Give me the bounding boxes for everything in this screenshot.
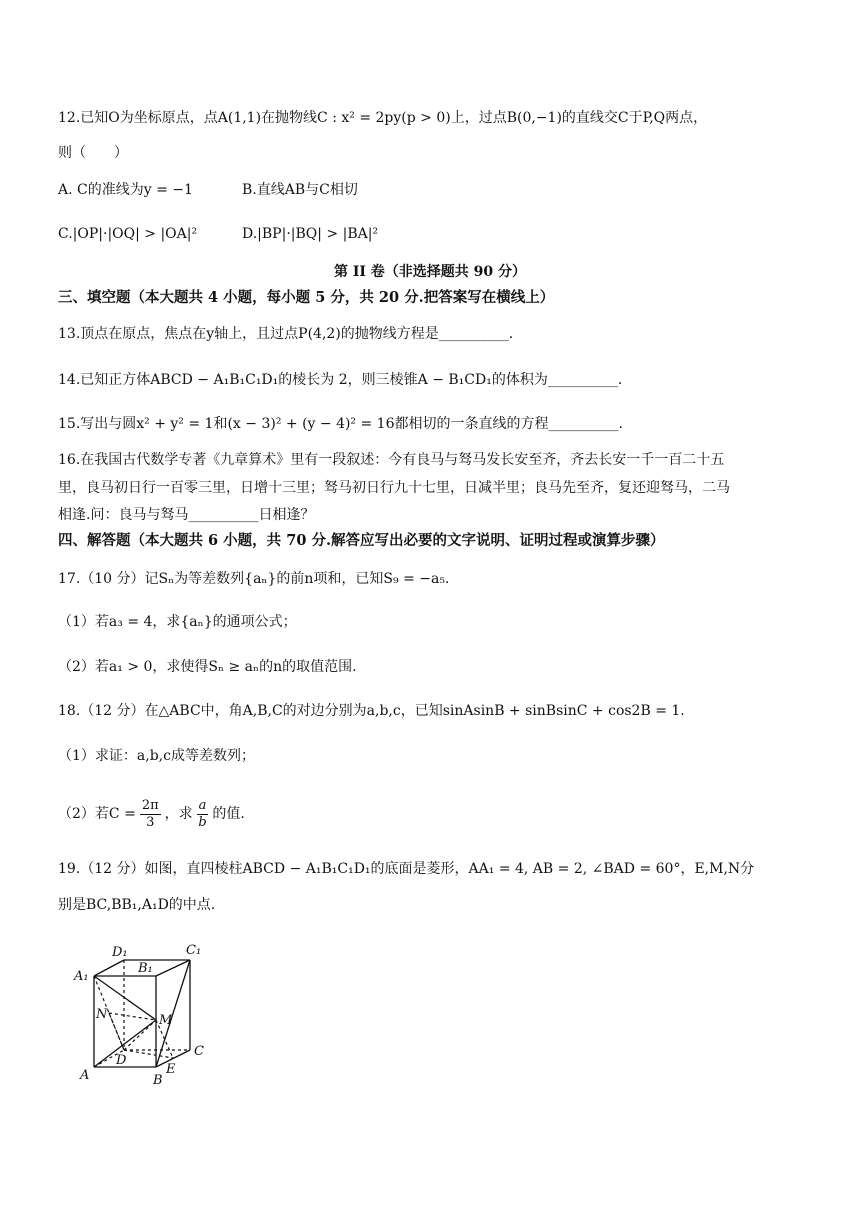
fraction-a-over-b: [197, 798, 209, 831]
q18-part2-prefix: （2）若C =: [58, 806, 136, 822]
prism-figure: [60, 940, 220, 1110]
fraction-numerator: 2π: [141, 797, 159, 813]
label-b: B: [153, 1073, 163, 1088]
label-d: D: [116, 1053, 127, 1068]
section3-title: 三、填空题（本大题共 4 小题，每小题 5 分，共 20 分.把答案写在横线上）: [58, 289, 555, 306]
q13: 13.顶点在原点，焦点在y轴上，且过点P(4,2)的抛物线方程是__________.: [58, 326, 514, 342]
label-b1: B₁: [138, 961, 153, 976]
label-n: N: [96, 1007, 108, 1022]
section4-title: 四、解答题（本大题共 6 小题，共 70 分.解答应写出必要的文字说明、证明过程或演算步骤）: [58, 532, 665, 549]
q12-option-d: D.|BP|·|BQ| > |BA|²: [242, 226, 379, 242]
q16-line3: 相逢.问：良马与驽马__________日相逢？: [58, 507, 315, 523]
part2-title: 第 II 卷（非选择题共 90 分）: [333, 264, 527, 280]
label-d1: D₁: [112, 945, 128, 960]
q18-stem: 18.（12 分）在△ABC中，角A,B,C的对边分别为a,b,c，已知sinAsinB + sinBsinC + cos2B = 1.: [58, 703, 685, 719]
q14: 14.已知正方体ABCD − A₁B₁C₁D₁的棱长为 2，则三棱锥A − B₁CD₁的体积为__________.: [58, 372, 623, 388]
q17-part1: （1）若a₃ = 4，求{aₙ}的通项公式；: [58, 614, 297, 630]
label-a1: A₁: [74, 969, 89, 984]
q12-option-c: C.|OP|·|OQ| > |OA|²: [58, 226, 198, 242]
label-m: M: [159, 1013, 173, 1028]
q19-stem-line1: 19.（12 分）如图，直四棱柱ABCD − A₁B₁C₁D₁的底面是菱形，AA₁ = 4, AB = 2, ∠BAD = 60°，E,M,N分: [58, 861, 755, 877]
fraction-denominator: 3: [146, 814, 155, 830]
q12-option-b: B.直线AB与C相切: [242, 182, 358, 198]
label-c1: C₁: [186, 943, 202, 958]
q17-stem: 17.（10 分）记Sₙ为等差数列{aₙ}的前n项和，已知S₉ = −a₅.: [58, 571, 450, 587]
q18-part2-mid: ，求: [164, 806, 193, 822]
q12-stem-line1: 12.已知O为坐标原点，点A(1,1)在抛物线C : x² = 2py(p > 0)上，过点B(0,−1)的直线交C于P,Q两点，: [58, 110, 708, 126]
label-c: C: [194, 1044, 204, 1059]
q16-line1: 16.在我国古代数学专著《九章算术》里有一段叙述：今有良马与驽马发长安至齐，齐去长安一千一百二十五: [58, 452, 725, 468]
q18-part2-suffix: 的值.: [212, 806, 245, 822]
fraction-2pi-over-3: [140, 798, 161, 831]
q18-part2: [58, 794, 245, 834]
q15: 15.写出与圆x² + y² = 1和(x − 3)² + (y − 4)² = 16都相切的一条直线的方程__________.: [58, 416, 623, 432]
q18-part1: （1）求证：a,b,c成等差数列；: [58, 748, 255, 764]
q12-stem-line2: 则（ ）: [58, 145, 128, 161]
q17-part2: （2）若a₁ > 0，求使得Sₙ ≥ aₙ的n的取值范围.: [58, 659, 357, 675]
q19-stem-line2: 别是BC,BB₁,A₁D的中点.: [58, 897, 216, 913]
q16-line2: 里，良马初日行一百零三里，日增十三里；驽马初日行九十七里，日减半里；良马先至齐，复还迎驽马，二马: [58, 480, 730, 496]
q12-option-a: A. C的准线为y = −1: [58, 182, 193, 198]
fraction-denominator: b: [198, 814, 207, 830]
label-a: A: [80, 1068, 90, 1083]
label-e: E: [166, 1062, 176, 1077]
fraction-numerator: a: [198, 797, 207, 813]
